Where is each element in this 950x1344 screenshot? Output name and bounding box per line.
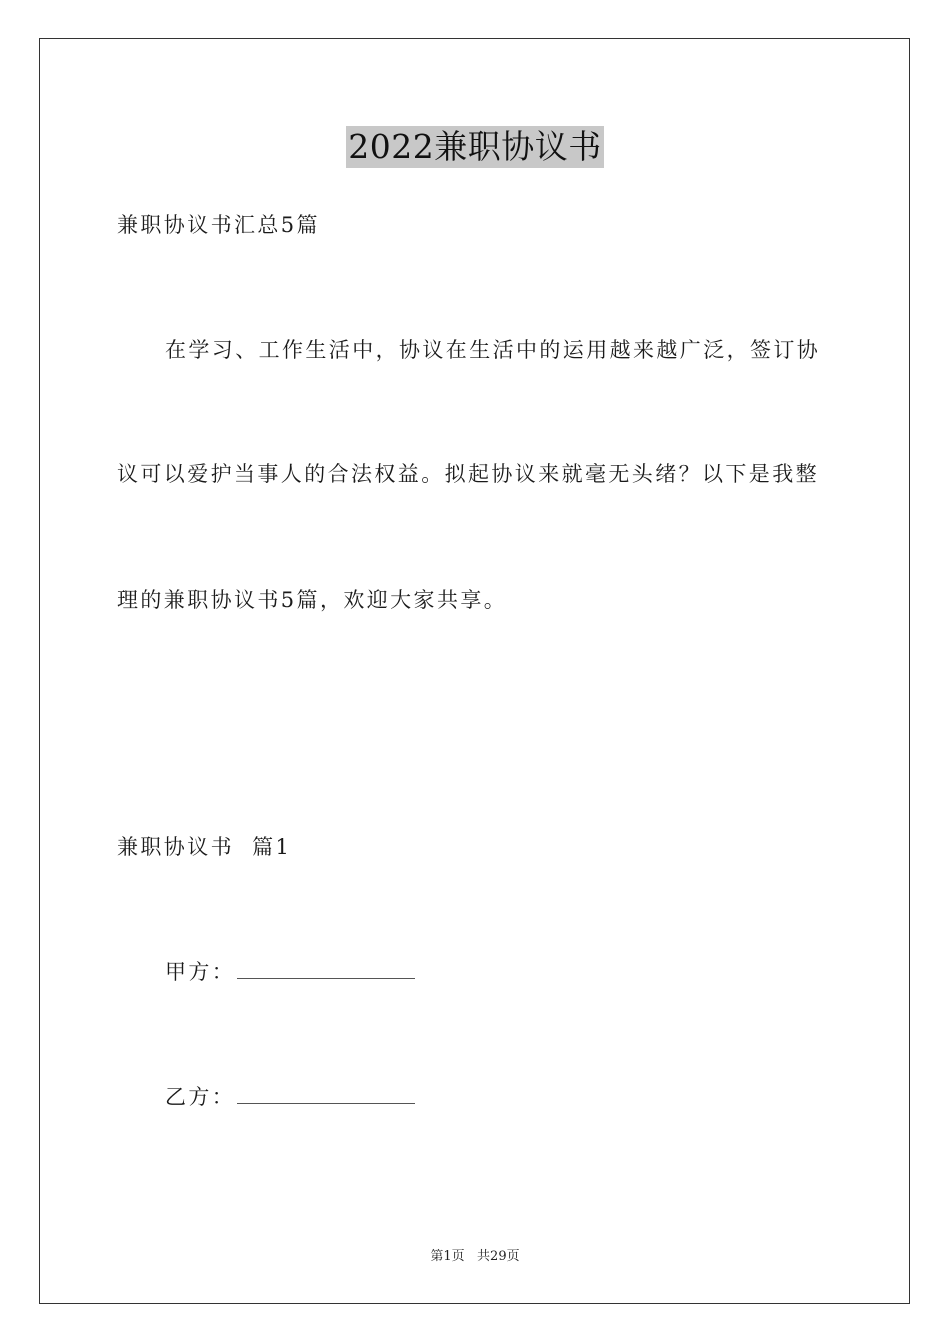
title-container [0,126,950,168]
section-heading: 兼职协议书 篇1 [117,835,292,859]
party-b-blank-line [237,1083,415,1104]
party-b-label: 乙方： [165,1085,236,1109]
party-a-label: 甲方： [165,960,236,984]
intro-paragraph-line-1: 在学习、工作生活中，协议在生活中的运用越来越广泛，签订协 [165,338,821,362]
party-a-field [165,958,415,986]
party-b-field [165,1083,415,1111]
page-footer: 第1页 共29页 [430,1249,520,1264]
document-title: 2022兼职协议书 [348,127,602,166]
intro-paragraph-line-3: 理的兼职协议书5篇，欢迎大家共享。 [117,588,508,612]
document-subtitle: 兼职协议书汇总5篇 [117,213,320,237]
intro-paragraph-line-2: 议可以爱护当事人的合法权益。拟起协议来就毫无头绪？以下是我整 [117,462,819,486]
party-a-blank-line [237,958,415,979]
